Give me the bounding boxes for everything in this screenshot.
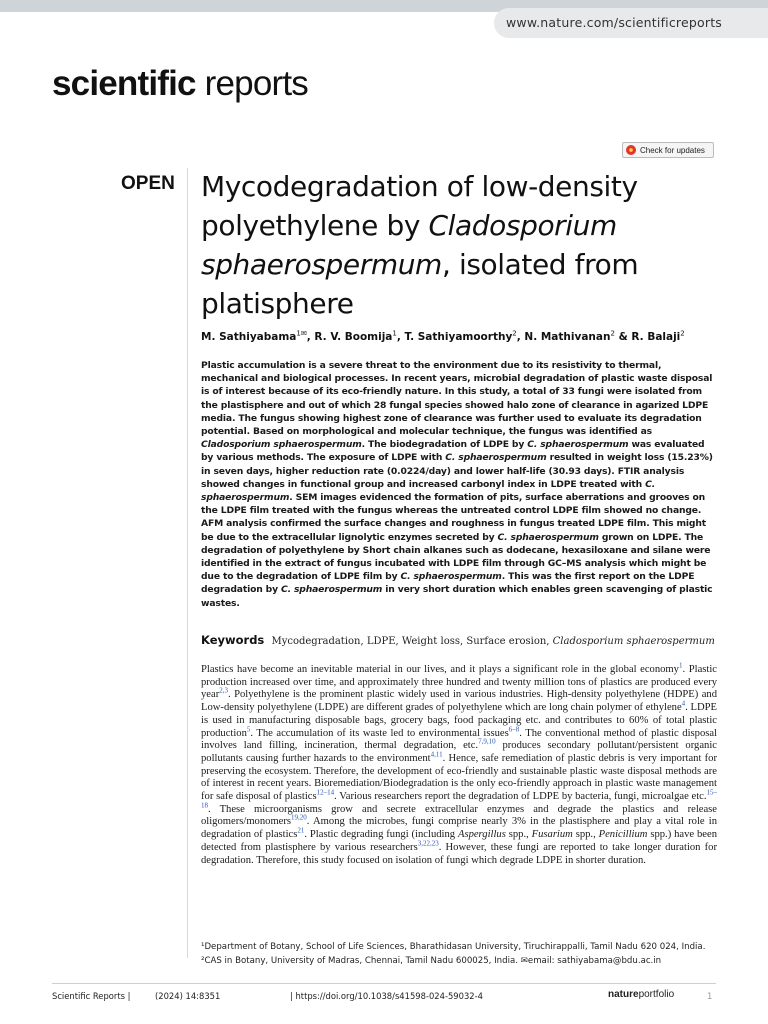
author-separator: , (396, 331, 405, 343)
nature-portfolio-logo (608, 989, 674, 1000)
journal-url[interactable]: www.nature.com/scientificreports (506, 15, 723, 30)
citation-link[interactable]: 21 (297, 826, 305, 835)
text-run: . However, these fungi are reported to take longer duration for degradation. Therefore, this study focused on isolation of fungi which degrade LDPE in shorter duration. (201, 841, 717, 866)
text-run: . The accumulation of its waste led to environmental issues (250, 727, 509, 739)
citation-link[interactable]: 5 (246, 724, 251, 733)
italic-term: Penicillium (598, 829, 648, 841)
text-run: . This was the first report on the LDPE degradation by (201, 571, 695, 596)
author-affiliation-sup: 1✉ (296, 329, 307, 338)
abstract (201, 359, 715, 610)
author-name[interactable]: M. Sathiyabama (201, 331, 297, 343)
text-run: . LDPE is used in manufacturing disposable bags, grocery bags, food packaging etc. and contributes to 60% of total plastic production (201, 702, 718, 739)
journal-url-pill[interactable] (494, 8, 768, 38)
author-separator: , (516, 331, 525, 343)
affiliations: ¹Department of Botany, School of Life Sciences, Bharathidasan University, Tiruchirappalli, Tamil Nadu 620 024, India. ²CAS in Botany, University of Madras, Chennai, Tamil Nadu 600025, India. ✉email: sathiyabama@bdu.ac.in (201, 942, 706, 966)
portfolio-light: portfolio (638, 989, 675, 1000)
footer-doi-link[interactable]: | https://doi.org/10.1038/s41598-024-59032-4 (290, 991, 483, 1001)
text-run: grown on LDPE. The degradation of polyethylene by Short chain alkanes such as dodecane, hexasiloxane and silane were identified in the extract of fungus incubated with LDPE film through GC–MS analysis which might be due to the degradation of LDPE film by (201, 531, 711, 583)
italic-term: Cladosporium sphaerospermum (201, 439, 362, 451)
text-run: . These microorganisms grow and secrete extracellular enzymes and degrade the plastics and release oligomers/monomers (201, 803, 717, 828)
text-run: . The biodegradation of LDPE by (361, 439, 528, 451)
logo-bold: scientific (52, 64, 196, 103)
text-run: . Various researchers report the degradation of LDPE by bacteria, fungi, microalgae etc. (334, 791, 707, 803)
citation-link[interactable]: 15–18 (201, 788, 717, 810)
open-access-label: OPEN (121, 173, 175, 194)
author-affiliation-sup: 2 (680, 329, 685, 338)
author-name[interactable]: R. Balaji (631, 331, 681, 343)
keywords (201, 633, 721, 647)
text-run: . SEM images evidenced the formation of pits, surface aberrations and grooves on the LDPE film treated with the fungus whereas the untreated control LDPE film showed no change. AFM analysis confirmed the surface changes and roughness in fungus treated LDPE film. This might be due to the extracellular lignolytic enzymes secreted by (201, 492, 706, 543)
journal-logo (52, 64, 308, 104)
italic-term: C. sphaerospermum (400, 571, 502, 583)
text-run: resulted in weight loss (15.23%) in seven days, higher reduction rate (0.0224/day) and lower half-life (30.93 days). FTIR analysis showed changes in functional group and increased carbonyl index in LDPE treated with (201, 452, 713, 490)
citation-link[interactable]: 4,11 (430, 750, 443, 759)
italic-term: C. sphaerospermum (445, 452, 547, 464)
crossmark-icon (626, 145, 636, 155)
text-run: . Plastic production increased over time, and approximately three hundred and twenty million tons of plastics are produced every year (201, 664, 718, 701)
title-part1: Mycodegradation of low-density polyethylene by (201, 170, 638, 242)
text-run: Plastic accumulation is a severe threat to the environment due to its resistivity to thermal, mechanical and biological processes. In recent years, microbial degradation of plastic waste disposal is of interest because of its eco-friendly nature. In this study, a total of 33 fungi were isolated from the plastisphere and out of which 28 fungal species showed halo zone of clearance in agarized LDPE media. The fungus showing highest zone of clearance was further used to evaluate its degradation potential. Based on morphological and molecular technique, the fungus was identified as (201, 360, 713, 438)
citation-link[interactable]: 4 (681, 699, 686, 708)
text-run: in very short duration which enables green scavenging of plastic wastes. (201, 584, 713, 609)
citation-link[interactable]: 1 (678, 661, 683, 670)
footer-volume: (2024) 14:8351 (155, 991, 221, 1001)
portfolio-bold: nature (608, 989, 639, 1000)
author-separator: & (614, 331, 632, 343)
citation-link[interactable]: 3,22,23 (417, 839, 439, 848)
text-run: Plastics have become an inevitable material in our lives, and it plays a significant role in the global economy (201, 664, 679, 675)
author-affiliation-sup: 2 (610, 329, 615, 338)
title-italic: Cladosporium sphaerospermum (201, 209, 617, 281)
author-affiliation-sup: 2 (512, 329, 517, 338)
text-run: . Among the microbes, fungi comprise nearly 3% in the plastisphere and play a vital role in degradation of plastics (201, 816, 717, 841)
text-run: spp.) have been detected from plastisphere by various researchers (201, 829, 717, 853)
author-affiliation-sup: 1 (392, 329, 397, 338)
italic-term: C. sphaerospermum (201, 478, 656, 504)
text-run: was evaluated by various methods. The exposure of LDPE with (201, 439, 705, 464)
author-separator: , (306, 331, 315, 343)
page-number: 1 (707, 991, 713, 1001)
text-run: . Polyethylene is the prominent plastic widely used in various industries. High-density polyethylene (HDPE) and Low-density polyethylene (LDPE) are different grades of polyethylene which are long chain polymer of ethylene (201, 689, 717, 714)
text-run: produces secondary pollutant/persistent organic pollutants causing further hazards to the environment (201, 740, 717, 764)
keywords-text: Mycodegradation, LDPE, Weight loss, Surface erosion, (271, 636, 553, 647)
keywords-label: Keywords (201, 633, 265, 647)
footer-journal: Scientific Reports | (52, 991, 131, 1001)
footer-divider (52, 983, 716, 984)
author-name[interactable]: N. Mathivanan (524, 331, 611, 343)
text-run: spp., (505, 829, 532, 841)
citation-link[interactable]: 7,9,10 (478, 737, 496, 746)
title-part2: , isolated from platisphere (201, 248, 639, 320)
logo-light: reports (195, 64, 308, 103)
text-run: . Hence, safe remediation of plastic debris is very important for preserving the ecosystem. Therefore, the development of eco-friendly and sustainable plastic waste disposal methods are of interest in recent years. Bioremediation/Biodegradation is the only eco-friendly approach in plastic waste management for safe disposal of plastics (201, 752, 717, 803)
margin-divider (187, 168, 188, 958)
text-run: spp., (572, 829, 599, 841)
text-run: . The conventional method of plastic disposal involves land filling, incineration, thermal degradation, etc. (201, 727, 718, 752)
article-title (201, 167, 721, 323)
introduction-text (201, 661, 718, 867)
citation-link[interactable]: 19,20 (291, 813, 307, 822)
italic-term: C. sphaerospermum (281, 584, 383, 596)
author-name[interactable]: T. Sathiyamoorthy (404, 331, 513, 343)
citation-link[interactable]: 2,3 (219, 686, 228, 695)
citation-link[interactable]: 12–14 (316, 788, 335, 797)
author-name[interactable]: R. V. Boomija (314, 331, 393, 343)
text-run: . Plastic degrading fungi (including (304, 829, 458, 841)
citation-link[interactable]: 6–8 (508, 724, 520, 733)
author-list (201, 331, 721, 343)
keywords-italic: Cladosporium sphaerospermum (552, 636, 715, 647)
italic-term: Fusarium (531, 829, 573, 841)
check-for-updates-button[interactable] (622, 142, 714, 158)
check-for-updates-label: Check for updates (640, 145, 705, 155)
italic-term: Aspergillus (457, 829, 506, 841)
italic-term: C. sphaerospermum (527, 439, 629, 451)
italic-term: C. sphaerospermum (497, 531, 599, 543)
